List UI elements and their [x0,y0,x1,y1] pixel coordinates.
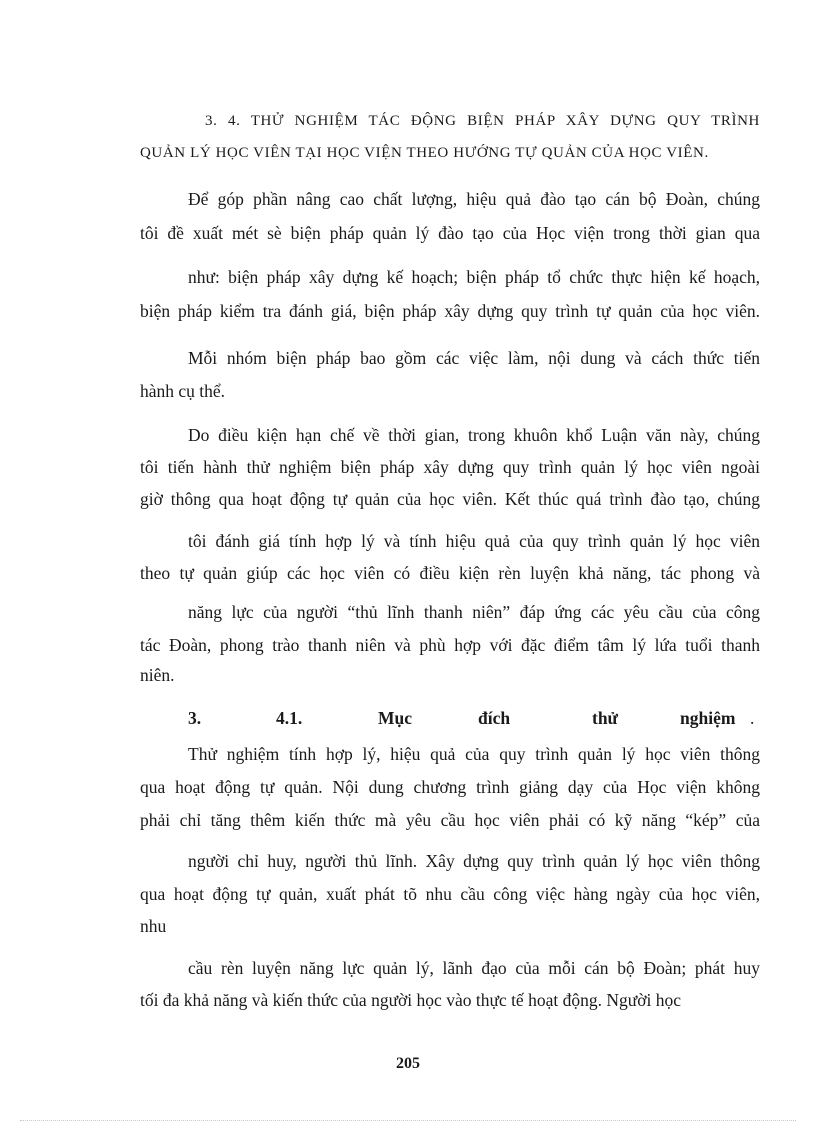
paragraph-line: qua hoạt động tự quản, xuất phát tõ nhu cầu công việc hàng ngày của học viên, [140,884,760,904]
paragraph-line: theo tự quản giúp các học viên có điều kiện rèn luyện khả năng, tác phong và [140,563,760,583]
paragraph-line: tối đa khả năng và kiến thức của người học vào thực tế hoạt động. Người học [140,990,681,1010]
page-number: 205 [396,1055,420,1072]
paragraph-line: tác Đoàn, phong trào thanh niên và phù hợp với đặc điểm tâm lý lứa tuổi thanh [140,635,760,655]
paragraph-line: Để góp phần nâng cao chất lượng, hiệu quả đào tạo cán bộ Đoàn, chúng [188,189,760,209]
subsection-word-3: thử [592,708,619,728]
subsection-subnumber: 4.1. [276,708,303,728]
subsection-number: 3. [188,708,202,728]
paragraph-line: Do điều kiện hạn chế về thời gian, trong khuôn khổ Luận văn này, chúng [188,425,760,445]
paragraph-line: Thử nghiệm tính hợp lý, hiệu quả của quy trình quản lý học viên thông [188,744,760,764]
paragraph-line: người chỉ huy, người thủ lĩnh. Xây dựng quy trình quản lý học viên thông [188,851,760,871]
section-heading-line-2: QUẢN LÝ HỌC VIÊN TẠI HỌC VIỆN THEO HƯỚNG TỰ QUẢN CỦA HỌC VIÊN. [140,145,709,161]
paragraph-line: tôi tiến hành thử nghiệm biện pháp xây dựng quy trình quản lý học viên ngoài [140,457,760,477]
paragraph-line: phải chỉ tăng thêm kiến thức mà yêu cầu học viên phải có kỹ năng “kép” của [140,810,760,830]
paragraph-line: biện pháp kiểm tra đánh giá, biện pháp xây dựng quy trình tự quản của học viên. [140,301,760,321]
page-bottom-divider [20,1120,796,1121]
subsection-word-4: nghiệm [680,708,736,728]
section-heading-line-1: 3. 4. THỬ NGHIỆM TÁC ĐỘNG BIỆN PHÁP XÂY DỰNG QUY TRÌNH [205,113,760,129]
paragraph-line: nhu [140,916,167,936]
paragraph-line: hành cụ thể. [140,381,226,401]
paragraph-line: giờ thông qua hoạt động tự quản của học viên. Kết thúc quá trình đào tạo, chúng [140,489,760,509]
paragraph-line: tôi đánh giá tính hợp lý và tính hiệu quả của quy trình quản lý học viên [188,531,760,551]
paragraph-line: qua hoạt động tự quản. Nội dung chương trình giảng dạy của Học viện không [140,777,760,797]
paragraph-line: niên. [140,665,175,685]
paragraph-line: Mỗi nhóm biện pháp bao gồm các việc làm, nội dung và cách thức tiến [188,348,760,368]
paragraph-line: năng lực của người “thủ lĩnh thanh niên” đáp ứng các yêu cầu của công [188,602,760,622]
subsection-period: . [750,708,755,728]
paragraph-line: cầu rèn luyện năng lực quản lý, lãnh đạo của mỗi cán bộ Đoàn; phát huy [188,958,760,978]
subsection-word-2: đích [478,708,511,728]
paragraph-line: tôi đề xuất mét sè biện pháp quản lý đào tạo của Học viện trong thời gian qua [140,223,760,243]
subsection-word-1: Mục [378,708,413,728]
paragraph-line: như: biện pháp xây dựng kế hoạch; biện pháp tổ chức thực hiện kế hoạch, [188,267,760,287]
